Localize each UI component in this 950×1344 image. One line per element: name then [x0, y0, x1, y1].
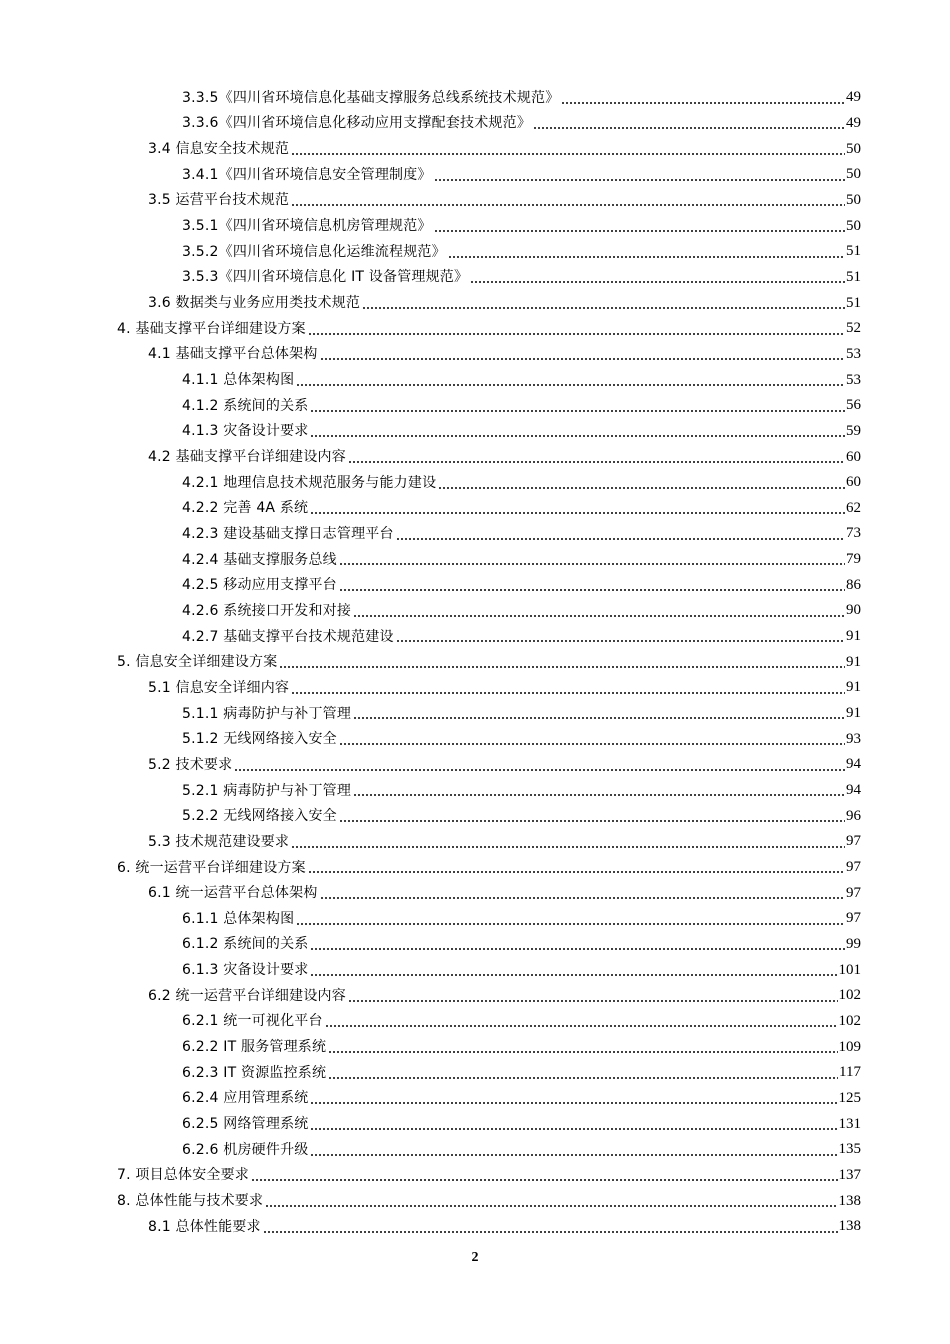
toc-entry[interactable] [0, 983, 950, 1009]
toc-entry-page: 102 [838, 987, 861, 1004]
toc-entry[interactable] [0, 239, 950, 265]
dot-leader [561, 102, 845, 104]
dot-leader [328, 1051, 837, 1053]
toc-entry[interactable] [0, 649, 950, 675]
page-number: 2 [471, 1250, 479, 1265]
dot-leader [310, 1154, 837, 1156]
toc-entry[interactable] [0, 598, 950, 624]
toc-entry-page: 97 [846, 884, 861, 901]
toc-entry-title: 4.2.5 移动应用支撑平台 [182, 577, 337, 594]
toc-entry-page: 101 [838, 961, 861, 978]
toc-entry[interactable] [0, 136, 950, 162]
toc-entry-title: 3.4.1《四川省环境信息安全管理制度》 [182, 166, 432, 183]
toc-entry-page: 93 [846, 730, 861, 747]
dot-leader [310, 435, 845, 437]
toc-entry-title: 6.1 统一运营平台总体架构 [148, 885, 318, 902]
toc-entry-page: 50 [846, 166, 861, 183]
toc-entry[interactable] [0, 829, 950, 855]
dot-leader [320, 897, 845, 899]
toc-entry-page: 73 [846, 525, 861, 542]
toc-entry-page: 50 [846, 140, 861, 157]
toc-entry-title: 6.2.6 机房硬件升级 [182, 1141, 309, 1158]
toc-entry[interactable] [0, 85, 950, 111]
toc-entry-title: 8. 总体性能与技术要求 [117, 1193, 264, 1210]
toc-entry[interactable] [0, 111, 950, 137]
toc-entry[interactable] [0, 1137, 950, 1163]
toc-entry-page: 62 [846, 499, 861, 516]
toc-entry[interactable] [0, 393, 950, 419]
toc-entry-page: 50 [846, 191, 861, 208]
toc-entry-title: 5. 信息安全详细建设方案 [117, 654, 278, 671]
toc-entry-page: 91 [846, 679, 861, 696]
toc-entry-title: 4.1.1 总体架构图 [182, 372, 295, 389]
toc-entry-page: 51 [846, 294, 861, 311]
toc-entry-page: 59 [846, 422, 861, 439]
toc-entry[interactable] [0, 1111, 950, 1137]
dot-leader [320, 358, 845, 360]
dot-leader [251, 1179, 837, 1181]
toc-entry[interactable] [0, 188, 950, 214]
toc-entry-page: 53 [846, 345, 861, 362]
toc-entry-page: 117 [839, 1064, 861, 1081]
toc-entry-title: 4.2.2 完善 4A 系统 [182, 500, 309, 517]
dot-leader [328, 1077, 838, 1079]
dot-leader [291, 846, 845, 848]
dot-leader [296, 384, 845, 386]
toc-entry-title: 3.5.2《四川省环境信息化运维流程规范》 [182, 243, 446, 260]
toc-entry-page: 56 [846, 397, 861, 414]
toc-entry-title: 6.2.5 网络管理系统 [182, 1116, 309, 1133]
toc-entry-page: 97 [846, 910, 861, 927]
toc-entry[interactable] [0, 855, 950, 881]
toc-entry[interactable] [0, 547, 950, 573]
toc-entry-page: 94 [846, 782, 861, 799]
toc-entry-page: 109 [838, 1038, 861, 1055]
dot-leader [533, 127, 845, 129]
toc-entry-title: 5.1.1 病毒防护与补丁管理 [182, 705, 352, 722]
dot-leader [310, 1102, 837, 1104]
dot-leader [310, 948, 845, 950]
toc-entry-title: 6. 统一运营平台详细建设方案 [117, 859, 306, 876]
dot-leader [353, 615, 845, 617]
toc-entry-page: 138 [838, 1192, 861, 1209]
toc-entry[interactable] [0, 290, 950, 316]
toc-entry[interactable] [0, 726, 950, 752]
toc-entry-page: 94 [846, 756, 861, 773]
toc-entry-title: 6.1.1 总体架构图 [182, 910, 295, 927]
dot-leader [396, 640, 845, 642]
toc-entry-title: 6.1.3 灾备设计要求 [182, 962, 309, 979]
toc-entry-title: 4. 基础支撑平台详细建设方案 [117, 320, 306, 337]
toc-entry[interactable] [0, 880, 950, 906]
toc-entry-title: 4.2.4 基础支撑服务总线 [182, 551, 337, 568]
toc-entry-page: 96 [846, 807, 861, 824]
table-of-contents [0, 85, 950, 1240]
toc-entry-title: 3.3.5《四川省环境信息化基础支撑服务总线系统技术规范》 [182, 89, 560, 106]
toc-entry[interactable] [0, 265, 950, 291]
dot-leader [348, 1000, 838, 1002]
dot-leader [310, 512, 845, 514]
dot-leader [234, 769, 845, 771]
toc-entry[interactable] [0, 1009, 950, 1035]
toc-entry-title: 4.1.3 灾备设计要求 [182, 423, 309, 440]
dot-leader [291, 204, 845, 206]
toc-entry-page: 90 [846, 602, 861, 619]
dot-leader [279, 666, 845, 668]
toc-entry-page: 97 [846, 833, 861, 850]
toc-entry[interactable] [0, 162, 950, 188]
toc-entry[interactable] [0, 521, 950, 547]
toc-entry[interactable] [0, 213, 950, 239]
toc-entry-page: 135 [838, 1141, 861, 1158]
toc-entry[interactable] [0, 1060, 950, 1086]
toc-entry-page: 51 [846, 243, 861, 260]
toc-entry-page: 131 [838, 1115, 861, 1132]
toc-entry-page: 51 [846, 268, 861, 285]
dot-leader [353, 717, 845, 719]
dot-leader [339, 589, 845, 591]
toc-entry-title: 5.1 信息安全详细内容 [148, 679, 290, 696]
dot-leader [291, 692, 845, 694]
toc-entry-title: 4.1 基础支撑平台总体架构 [148, 346, 318, 363]
toc-entry-page: 138 [838, 1218, 861, 1235]
toc-entry-page: 97 [846, 859, 861, 876]
toc-entry[interactable] [0, 367, 950, 393]
toc-entry-page: 86 [846, 576, 861, 593]
dot-leader [434, 230, 845, 232]
toc-entry[interactable] [0, 316, 950, 342]
toc-entry[interactable] [0, 444, 950, 470]
toc-entry-title: 5.2.1 病毒防护与补丁管理 [182, 782, 352, 799]
dot-leader [296, 923, 845, 925]
toc-entry-title: 4.2.3 建设基础支撑日志管理平台 [182, 525, 394, 542]
toc-entry[interactable] [0, 1188, 950, 1214]
toc-entry[interactable] [0, 932, 950, 958]
dot-leader [353, 794, 845, 796]
toc-entry-title: 8.1 总体性能要求 [148, 1218, 261, 1235]
toc-entry[interactable] [0, 803, 950, 829]
dot-leader [339, 563, 845, 565]
toc-entry-page: 125 [838, 1089, 861, 1106]
toc-entry-page: 49 [846, 114, 861, 131]
dot-leader [291, 153, 845, 155]
toc-entry-title: 6.2.2 IT 服务管理系统 [182, 1039, 327, 1056]
toc-entry-page: 49 [846, 89, 861, 106]
toc-entry-title: 3.6 数据类与业务应用类技术规范 [148, 295, 361, 312]
toc-entry-title: 3.5 运营平台技术规范 [148, 192, 290, 209]
dot-leader [310, 974, 837, 976]
toc-entry[interactable] [0, 1034, 950, 1060]
toc-entry-page: 99 [846, 935, 861, 952]
toc-entry-title: 6.2.4 应用管理系统 [182, 1090, 309, 1107]
toc-entry[interactable] [0, 1214, 950, 1240]
toc-entry-title: 6.1.2 系统间的关系 [182, 936, 309, 953]
toc-entry-page: 91 [846, 705, 861, 722]
toc-entry-title: 4.2.6 系统接口开发和对接 [182, 602, 352, 619]
toc-entry-title: 3.5.3《四川省环境信息化 IT 设备管理规范》 [182, 269, 469, 286]
toc-entry[interactable] [0, 419, 950, 445]
dot-leader [448, 256, 845, 258]
toc-entry[interactable] [0, 906, 950, 932]
toc-entry[interactable] [0, 496, 950, 522]
toc-entry[interactable] [0, 572, 950, 598]
toc-entry-title: 3.5.1《四川省环境信息机房管理规范》 [182, 218, 432, 235]
toc-entry-page: 137 [838, 1166, 861, 1183]
toc-entry-title: 6.2 统一运营平台详细建设内容 [148, 987, 346, 1004]
dot-leader [434, 179, 845, 181]
toc-entry-page: 79 [846, 551, 861, 568]
toc-entry-title: 4.1.2 系统间的关系 [182, 397, 309, 414]
dot-leader [470, 281, 845, 283]
toc-entry-title: 6.2.3 IT 资源监控系统 [182, 1064, 327, 1081]
toc-entry-title: 4.2 基础支撑平台详细建设内容 [148, 449, 346, 466]
toc-entry[interactable] [0, 624, 950, 650]
toc-entry-title: 5.2.2 无线网络接入安全 [182, 808, 337, 825]
dot-leader [348, 461, 845, 463]
toc-entry-page: 52 [846, 320, 861, 337]
dot-leader [325, 1025, 838, 1027]
dot-leader [308, 333, 845, 335]
dot-leader [263, 1231, 838, 1233]
toc-entry-title: 5.1.2 无线网络接入安全 [182, 731, 337, 748]
toc-entry-page: 91 [846, 653, 861, 670]
dot-leader [339, 820, 845, 822]
toc-entry-title: 7. 项目总体安全要求 [117, 1167, 250, 1184]
toc-entry-title: 3.4 信息安全技术规范 [148, 141, 290, 158]
toc-entry-title: 4.2.7 基础支撑平台技术规范建设 [182, 628, 394, 645]
toc-entry-title: 4.2.1 地理信息技术规范服务与能力建设 [182, 474, 437, 491]
toc-entry-page: 91 [846, 628, 861, 645]
dot-leader [265, 1205, 837, 1207]
toc-entry-title: 3.3.6《四川省环境信息化移动应用支撑配套技术规范》 [182, 115, 532, 132]
toc-entry[interactable] [0, 1086, 950, 1112]
dot-leader [396, 538, 845, 540]
toc-entry-page: 60 [846, 448, 861, 465]
dot-leader [438, 487, 845, 489]
toc-entry[interactable] [0, 701, 950, 727]
toc-entry-page: 50 [846, 217, 861, 234]
dot-leader [339, 743, 845, 745]
toc-entry[interactable] [0, 778, 950, 804]
toc-entry-page: 53 [846, 371, 861, 388]
dot-leader [310, 1128, 837, 1130]
dot-leader [310, 410, 845, 412]
toc-entry[interactable] [0, 470, 950, 496]
toc-entry[interactable] [0, 957, 950, 983]
toc-entry[interactable] [0, 1163, 950, 1189]
toc-entry[interactable] [0, 342, 950, 368]
dot-leader [362, 307, 845, 309]
toc-entry[interactable] [0, 752, 950, 778]
toc-entry-page: 102 [838, 1012, 861, 1029]
toc-entry-page: 60 [846, 474, 861, 491]
toc-entry[interactable] [0, 675, 950, 701]
toc-entry-title: 5.2 技术要求 [148, 756, 233, 773]
toc-entry-title: 6.2.1 统一可视化平台 [182, 1013, 323, 1030]
dot-leader [308, 871, 845, 873]
toc-entry-title: 5.3 技术规范建设要求 [148, 833, 290, 850]
